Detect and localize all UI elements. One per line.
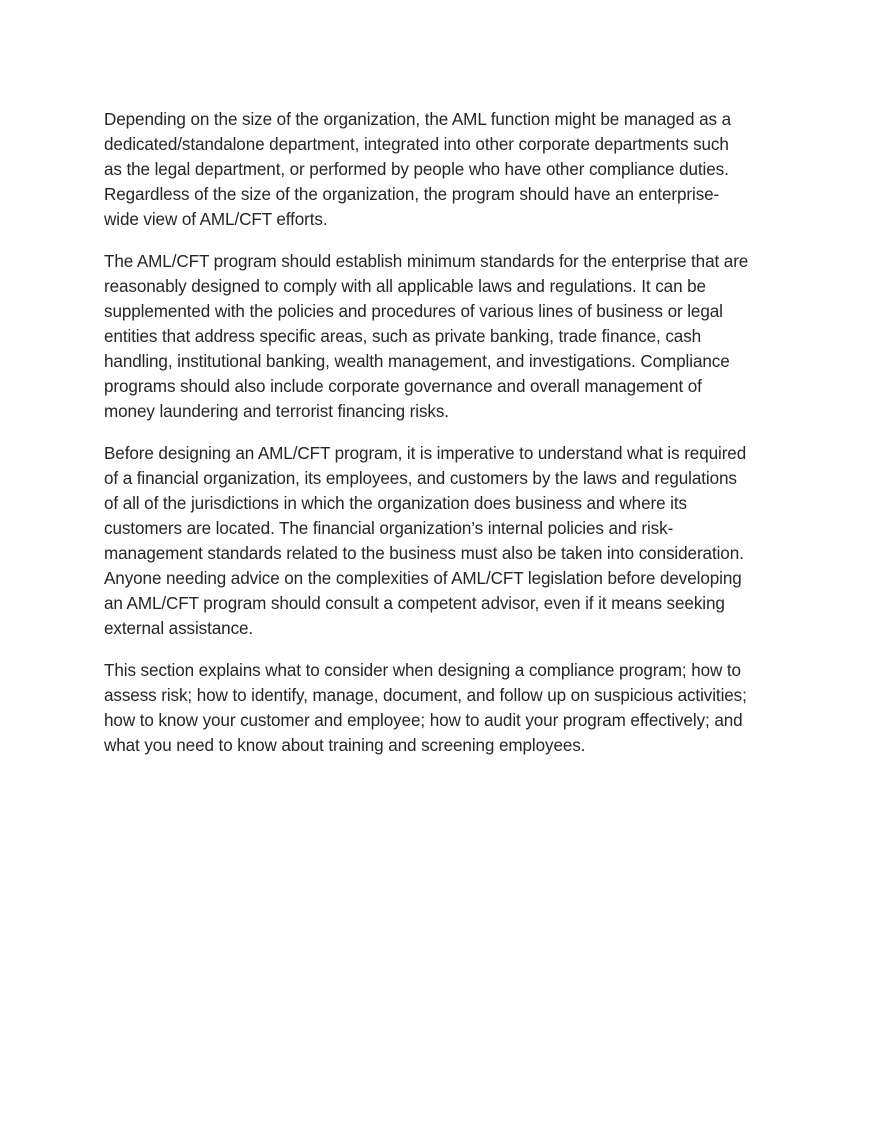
body-text xyxy=(104,107,750,775)
paragraph-before-designing: Before designing an AML/CFT program, it is imperative to understand what is required of a financial organization, its employees, and customers by the laws and regulations of all of the jurisdictions in which the organization does business and where its customers are located. The financial organization’s internal policies and risk-management standards related to the business must also be taken into consideration. Anyone needing advice on the complexities of AML/CFT legislation before developing an AML/CFT program should consult a competent advisor, even if it means seeking external assistance. xyxy=(104,444,747,638)
paragraph-minimum-standards: The AML/CFT program should establish minimum standards for the enterprise that are reasonably designed to comply with all applicable laws and regulations. It can be supplemented with the policies and procedures of various lines of business or legal entities that address specific areas, such as private banking, trade finance, cash handling, institutional banking, wealth management, and investigations. Compliance programs should also include corporate governance and overall management of money laundering and terrorist financing risks. xyxy=(104,252,749,421)
paragraph-aml-function: Depending on the size of the organization, the AML function might be managed as a dedicated/standalone department, integrated into other corporate departments such as the legal department, or performed by people who have other compliance duties. Regardless of the size of the organization, the program should have an enterprise-wide view of AML/CFT efforts. xyxy=(104,110,732,229)
paragraph-section-overview: This section explains what to consider when designing a compliance program; how to assess risk; how to identify, manage, document, and follow up on suspicious activities; how to know your customer and employee; how to audit your program effectively; and what you need to know about training and screening employees. xyxy=(104,661,747,755)
